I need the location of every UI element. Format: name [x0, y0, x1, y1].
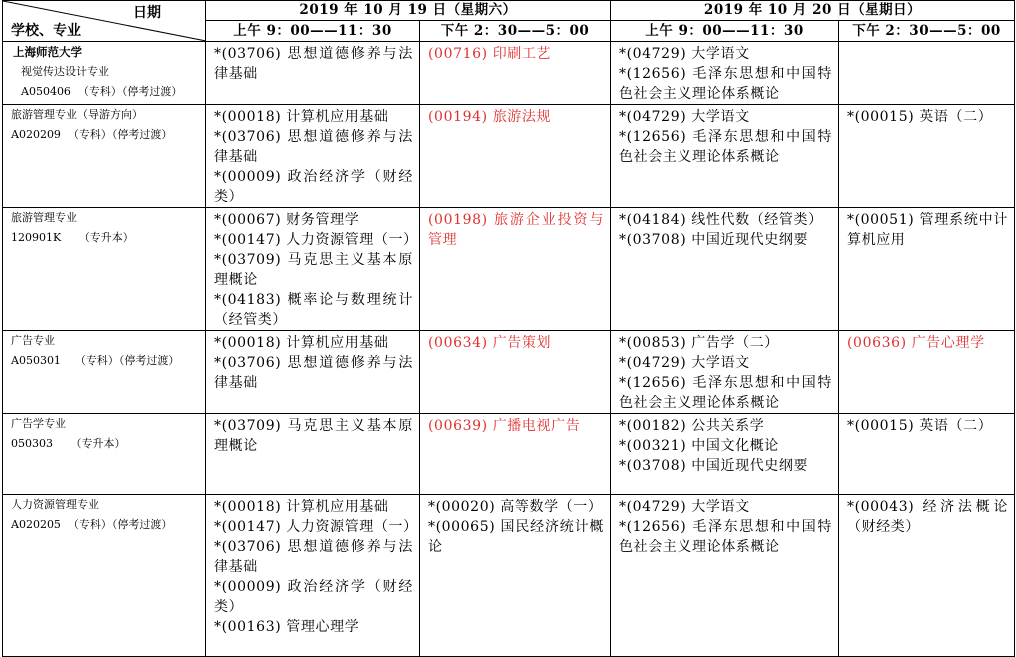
major-name: 人力资源管理专业: [11, 498, 99, 511]
exam-subject: *(04184) 线性代数（经管类）: [619, 212, 823, 228]
subject-cell-d1-pm: [420, 331, 611, 414]
subject-cell-d2-am: [611, 208, 839, 331]
exam-subject: *(04183) 概率论与数理统计（经管类）: [214, 292, 413, 328]
subject-cell-d2-pm: [839, 42, 1015, 105]
corner-header-cell: [3, 1, 206, 42]
table-row: [3, 414, 1015, 495]
exam-subject: *(00065) 国民经济统计概论: [428, 519, 604, 555]
major-name: 旅游管理专业: [11, 211, 77, 224]
exam-subject: (00636) 广告心理学: [847, 335, 985, 351]
exam-subject: *(00015) 英语（二）: [847, 418, 993, 434]
exam-subject: *(00147) 人力资源管理（一）: [214, 232, 418, 248]
subject-cell-d2-am: [611, 495, 839, 657]
exam-subject: *(00051) 管理系统中计算机应用: [847, 212, 1008, 248]
subject-cell-d2-pm: [839, 105, 1015, 208]
exam-subject: *(03708) 中国近现代史纲要: [619, 458, 809, 474]
subject-cell-d1-pm: [420, 495, 611, 657]
school-name: 上海师范大学: [13, 45, 82, 59]
table-row: [3, 42, 1015, 105]
exam-subject: *(00163) 管理心理学: [214, 619, 360, 635]
subject-cell-d2-pm: [839, 495, 1015, 657]
major-code: 050303 （专升本）: [11, 437, 126, 450]
subject-cell-d2-am: [611, 105, 839, 208]
exam-subject: *(03706) 思想道德修养与法律基础: [214, 539, 413, 575]
exam-subject: (00716) 印刷工艺: [428, 46, 552, 62]
major-code: A020205 （专科）（停考过渡）: [11, 518, 173, 531]
major-cell: [3, 208, 206, 331]
subject-cell-d1-am: [206, 208, 420, 331]
exam-subject: *(00009) 政治经济学（财经类）: [214, 579, 413, 615]
day1-afternoon-header: 下午 2：30——5：00: [420, 21, 611, 42]
major-name: 广告专业: [11, 334, 55, 347]
subject-cell-d1-pm: [420, 105, 611, 208]
exam-subject: *(00018) 计算机应用基础: [214, 109, 389, 125]
subject-cell-d1-pm: [420, 42, 611, 105]
exam-subject: *(03708) 中国近现代史纲要: [619, 232, 809, 248]
subject-cell-d1-pm: [420, 208, 611, 331]
exam-subject: *(04729) 大学语文: [619, 355, 750, 371]
exam-subject: *(00067) 财务管理学: [214, 212, 360, 228]
subject-cell-d2-am: [611, 414, 839, 495]
exam-subject: *(04729) 大学语文: [619, 46, 750, 62]
major-cell: [3, 331, 206, 414]
exam-subject: *(00018) 计算机应用基础: [214, 499, 389, 515]
major-name: 旅游管理专业（导游方向）: [11, 108, 143, 121]
schedule-body: [3, 42, 1015, 657]
day2-header: 2019 年 10 月 20 日（星期日）: [611, 1, 1015, 21]
exam-schedule-table: [2, 0, 1015, 657]
subject-cell-d1-am: [206, 42, 420, 105]
exam-subject: *(04729) 大学语文: [619, 109, 750, 125]
subject-cell-d1-am: [206, 331, 420, 414]
exam-subject: *(00018) 计算机应用基础: [214, 335, 389, 351]
exam-subject: (00634) 广告策划: [428, 335, 552, 351]
table-row: [3, 208, 1015, 331]
major-code: A020209 （专科）（停考过渡）: [11, 128, 173, 141]
day1-header: 2019 年 10 月 19 日（星期六）: [206, 1, 611, 21]
exam-subject: *(00853) 广告学（二）: [619, 335, 779, 351]
major-cell: [3, 42, 206, 105]
exam-subject: *(12656) 毛泽东思想和中国特色社会主义理论体系概论: [619, 66, 832, 102]
exam-subject: (00194) 旅游法规: [428, 109, 552, 125]
corner-school-label: 学校、专业: [11, 23, 81, 39]
exam-subject: (00198) 旅游企业投资与管理: [428, 212, 604, 248]
exam-subject: *(03709) 马克思主义基本原理概论: [214, 252, 413, 288]
exam-subject: *(12656) 毛泽东思想和中国特色社会主义理论体系概论: [619, 375, 832, 411]
subject-cell-d2-pm: [839, 414, 1015, 495]
day2-morning-header: 上午 9：00——11：30: [611, 21, 839, 42]
corner-date-label: 日期: [133, 5, 161, 21]
subject-cell-d1-am: [206, 495, 420, 657]
major-cell: [3, 414, 206, 495]
exam-subject: *(03709) 马克思主义基本原理概论: [214, 418, 413, 454]
day2-afternoon-header: 下午 2：30——5：00: [839, 21, 1015, 42]
subject-cell-d2-pm: [839, 208, 1015, 331]
major-code: 120901K （专升本）: [11, 231, 134, 244]
major-name: 广告学专业: [11, 417, 66, 430]
table-row: [3, 331, 1015, 414]
major-code: A050301 （专科）（停考过渡）: [11, 354, 180, 367]
exam-subject: *(03706) 思想道德修养与法律基础: [214, 129, 413, 165]
exam-subject: *(00020) 高等数学（一）: [428, 499, 603, 515]
day1-morning-header: 上午 9：00——11：30: [206, 21, 420, 42]
exam-subject: *(00015) 英语（二）: [847, 109, 993, 125]
exam-subject: *(00043) 经济法概论（财经类）: [847, 499, 1008, 535]
subject-cell-d1-am: [206, 414, 420, 495]
table-row: [3, 495, 1015, 657]
major-cell: [3, 105, 206, 208]
subject-cell-d1-pm: [420, 414, 611, 495]
major-cell: [3, 495, 206, 657]
subject-cell-d2-am: [611, 42, 839, 105]
subject-cell-d2-am: [611, 331, 839, 414]
header-row-dates: [3, 1, 1015, 21]
major-code: A050406 （专科）（停考过渡）: [21, 85, 183, 98]
exam-subject: *(12656) 毛泽东思想和中国特色社会主义理论体系概论: [619, 129, 832, 165]
exam-subject: *(04729) 大学语文: [619, 499, 750, 515]
exam-subject: *(12656) 毛泽东思想和中国特色社会主义理论体系概论: [619, 519, 832, 555]
exam-subject: *(00147) 人力资源管理（一）: [214, 519, 418, 535]
exam-subject: *(03706) 思想道德修养与法律基础: [214, 46, 413, 82]
table-row: [3, 105, 1015, 208]
subject-cell-d2-pm: [839, 331, 1015, 414]
exam-subject: *(00182) 公共关系学: [619, 418, 765, 434]
major-name: 视觉传达设计专业: [21, 65, 109, 78]
subject-cell-d1-am: [206, 105, 420, 208]
exam-subject: *(00321) 中国文化概论: [619, 438, 779, 454]
exam-subject: (00639) 广播电视广告: [428, 418, 581, 434]
exam-subject: *(03706) 思想道德修养与法律基础: [214, 355, 413, 391]
exam-subject: *(00009) 政治经济学（财经类）: [214, 169, 413, 205]
